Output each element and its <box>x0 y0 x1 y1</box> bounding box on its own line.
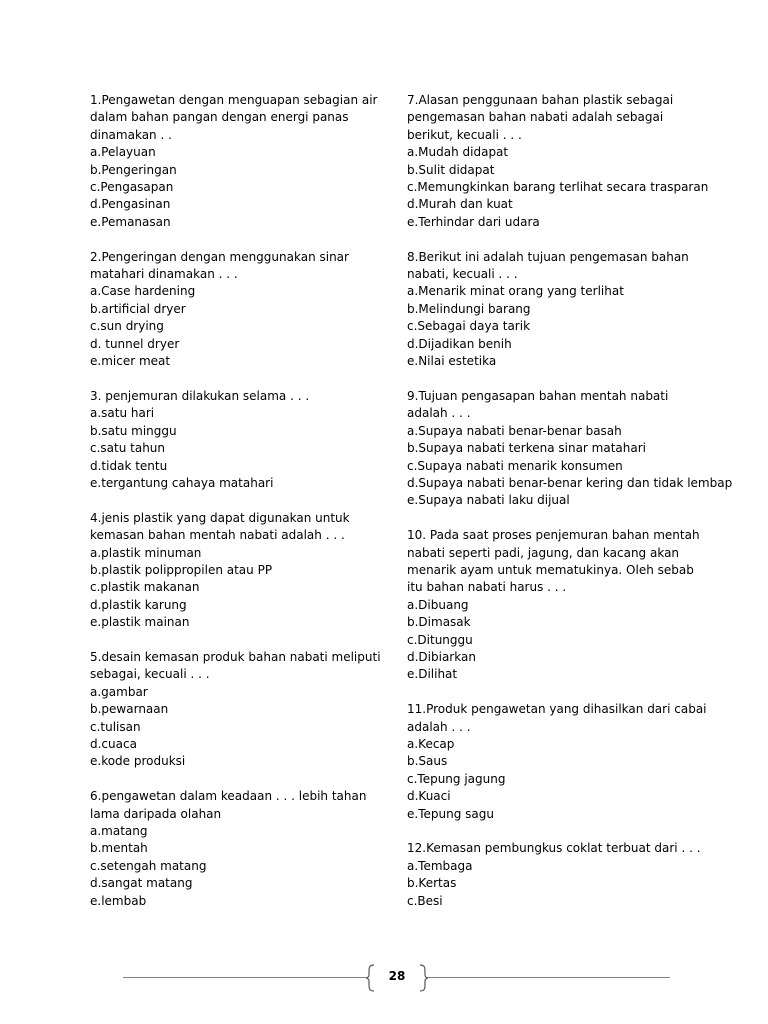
answer-option: c.satu tahun <box>90 441 166 456</box>
answer-option: b.Supaya nabati terkena sinar matahari <box>407 441 646 456</box>
answer-option: b.Saus <box>407 754 448 769</box>
question-text: 8.Berikut ini adalah tujuan pengemasan bahan nabati, kecuali . . . <box>407 249 689 282</box>
answer-option: a.matang <box>90 823 148 838</box>
left-column <box>90 92 390 927</box>
answer-option: e.Nilai estetika <box>407 354 497 369</box>
answer-option: c.Ditunggu <box>407 632 473 647</box>
answer-option: b.artificial dryer <box>90 301 186 316</box>
question-block <box>407 701 707 823</box>
answer-option: b.pewarnaan <box>90 702 169 717</box>
answer-option: e.Terhindar dari udara <box>407 214 540 229</box>
question-text: 6.pengawetan dalam keadaan . . . lebih tahan lama daripada olahan <box>90 789 367 821</box>
question-block <box>90 92 390 231</box>
answer-option: a.Case hardening <box>90 284 196 299</box>
answer-option: d. tunnel dryer <box>90 336 180 351</box>
answer-option: d.tidak tentu <box>90 458 168 473</box>
question-text: 12.Kemasan pembungkus coklat terbuat dari . . . <box>407 841 701 856</box>
answer-option: a.Tembaga <box>407 858 473 873</box>
answer-option: e.Tepung sagu <box>407 806 494 821</box>
question-block <box>90 510 390 632</box>
answer-option: d.Pengasinan <box>90 197 171 212</box>
answer-option: a.Supaya nabati benar-benar basah <box>407 423 622 438</box>
question-text: 5.desain kemasan produk bahan nabati meliputi sebagai, kecuali . . . <box>90 649 381 682</box>
answer-option: b.Melindungi barang <box>407 301 531 316</box>
question-text: 11.Produk pengawetan yang dihasilkan dari cabai adalah . . . <box>407 702 707 734</box>
answer-option: b.Pengeringan <box>90 162 177 177</box>
answer-option: a.Mudah didapat <box>407 145 509 160</box>
answer-option: a.plastik minuman <box>90 545 202 560</box>
question-text: 10. Pada saat proses penjemuran bahan mentah nabati seperti padi, jagung, dan kacang akan menarik ayam untuk mematukinya. Oleh sebab itu bahan nabati harus . . . <box>407 528 700 595</box>
page-number: 28 <box>388 969 406 983</box>
answer-option: a.Kecap <box>407 736 455 751</box>
answer-option: c.plastik makanan <box>90 580 200 595</box>
question-block <box>407 249 707 371</box>
answer-option: c.Memungkinkan barang terlihat secara trasparan <box>407 180 709 195</box>
answer-option: e.Pemanasan <box>90 214 171 229</box>
question-block <box>407 92 707 231</box>
answer-option: b.satu minggu <box>90 423 177 438</box>
question-text: 3. penjemuran dilakukan selama . . . <box>90 388 310 403</box>
answer-option: b.Sulit didapat <box>407 162 495 177</box>
answer-option: e.kode produksi <box>90 754 186 769</box>
question-text: 1.Pengawetan dengan menguapan sebagian air dalam bahan pangan dengan energi panas dinamakan . . <box>90 93 378 142</box>
question-block <box>90 649 390 771</box>
answer-option: a.Pelayuan <box>90 145 156 160</box>
answer-option: a.gambar <box>90 684 148 699</box>
answer-option: b.Kertas <box>407 876 457 891</box>
question-text: 2.Pengeringan dengan menggunakan sinar matahari dinamakan . . . <box>90 249 349 282</box>
page-footer <box>0 958 768 998</box>
question-text: 9.Tujuan pengasapan bahan mentah nabati adalah . . . <box>407 388 669 421</box>
answer-option: c.Sebagai daya tarik <box>407 319 531 334</box>
answer-option: c.tulisan <box>90 719 141 734</box>
right-column <box>407 92 733 927</box>
answer-option: b.mentah <box>90 841 148 856</box>
answer-option: d.sangat matang <box>90 876 193 891</box>
answer-option: d.Kuaci <box>407 789 451 804</box>
answer-option: c.Besi <box>407 893 443 908</box>
answer-option: e.plastik mainan <box>90 615 190 630</box>
question-block <box>90 788 390 910</box>
answer-option: e.micer meat <box>90 354 171 369</box>
answer-option: d.Dijadikan benih <box>407 336 512 351</box>
answer-option: d.Supaya nabati benar-benar kering dan tidak lembap <box>407 475 733 490</box>
answer-option: c.Supaya nabati menarik konsumen <box>407 458 623 473</box>
answer-option: c.Tepung jagung <box>407 771 506 786</box>
answer-option: c.Pengasapan <box>90 180 174 195</box>
answer-option: a.Dibuang <box>407 597 469 612</box>
answer-option: a.Menarik minat orang yang terlihat <box>407 284 624 299</box>
answer-option: c.setengah matang <box>90 858 207 873</box>
footer-rule-left <box>123 977 366 978</box>
page-number-box <box>366 964 428 992</box>
question-block <box>407 388 733 510</box>
answer-option: c.sun drying <box>90 319 164 334</box>
answer-option: d.plastik karung <box>90 597 187 612</box>
answer-option: e.Supaya nabati laku dijual <box>407 493 570 508</box>
answer-option: e.Dilihat <box>407 667 458 682</box>
answer-option: d.cuaca <box>90 736 137 751</box>
question-text: 4.jenis plastik yang dapat digunakan untuk kemasan bahan mentah nabati adalah . . . <box>90 510 350 543</box>
answer-option: d.Murah dan kuat <box>407 197 513 212</box>
footer-rule-right <box>428 977 670 978</box>
question-block <box>407 527 707 684</box>
answer-option: a.satu hari <box>90 406 155 421</box>
question-block <box>90 388 390 492</box>
question-block <box>90 249 390 371</box>
question-block <box>407 840 707 910</box>
answer-option: b.Dimasak <box>407 615 471 630</box>
answer-option: b.plastik polippropilen atau PP <box>90 562 273 577</box>
question-text: 7.Alasan penggunaan bahan plastik sebagai pengemasan bahan nabati adalah sebagai berikut, kecuali . . . <box>407 93 674 142</box>
answer-option: d.Dibiarkan <box>407 649 476 664</box>
answer-option: e.tergantung cahaya matahari <box>90 475 274 490</box>
answer-option: e.lembab <box>90 893 147 908</box>
